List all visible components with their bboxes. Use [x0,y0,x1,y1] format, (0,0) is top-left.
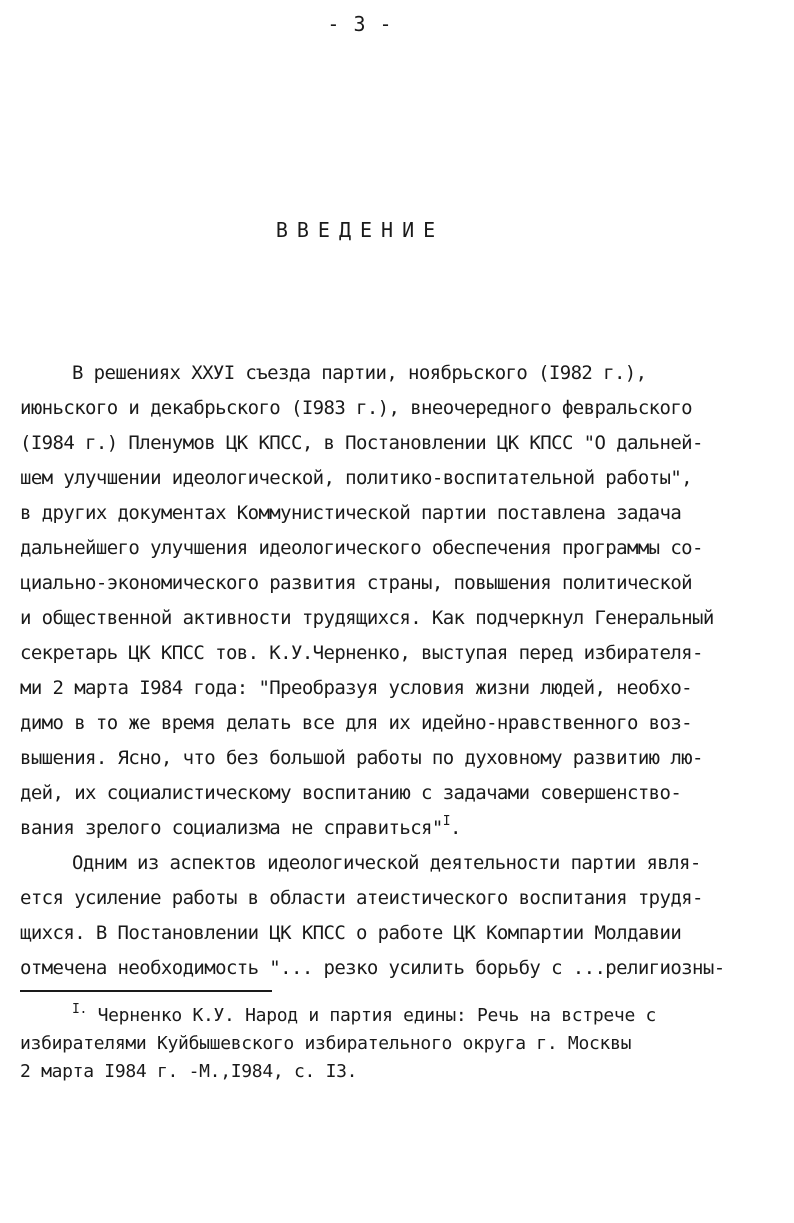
body-line: ми 2 марта I984 года: "Преобразуя условия жизни людей, необхо- [20,677,693,699]
body-line: ется усиление работы в области атеистического воспитания трудя- [20,887,703,909]
body-line: в других документах Коммунистической партии поставлена задача [20,502,682,524]
body-line: секретарь ЦК КПСС тов. К.У.Черненко, выступая перед избирателя- [20,642,703,664]
body-line [20,811,720,846]
body-line: вышения. Ясно, что без большой работы по духовному развитию лю- [20,747,703,769]
body-line-text: вания зрелого социализма не справиться" [20,817,443,839]
footnote-separator [20,990,272,992]
body-text [20,356,725,986]
footnote-line: избирателями Куйбышевского избирательного округа г. Москвы [20,1033,632,1054]
footnote [20,1002,720,1086]
footnote-reference: I [442,814,450,829]
body-line: дальнейшего улучшения идеологического обеспечения программы со- [20,537,703,559]
body-line: и общественной активности трудящихся. Как подчеркнул Генеральный [20,607,714,629]
body-line: (I984 г.) Пленумов ЦК КПСС, в Постановлении ЦК КПСС "О дальней- [20,432,703,454]
body-line: В решениях ХХУI съезда партии, ноябрьского (I982 г.), [72,362,647,384]
body-line: Одним из аспектов идеологической деятельности партии явля- [72,852,701,874]
section-heading: ВВЕДЕНИЕ [275,218,445,242]
footnote-mark: I. [72,1002,88,1017]
body-line: щихся. В Постановлении ЦК КПСС о работе ЦК Компартии Молдавии [20,922,682,944]
body-line: циально-экономического развития страны, повышения политической [20,572,693,594]
footnote-line [20,1002,720,1030]
body-line: дей, их социалистическому воспитанию с задачами совершенство- [20,782,682,804]
page-number: - 3 - [327,12,393,36]
footnote-text: Черненко К.У. Народ и партия едины: Речь на встрече с [97,1005,657,1026]
body-line: июньского и декабрьского (I983 г.), внеочередного февральского [20,397,693,419]
sentence-end: . [449,817,461,839]
footnote-line: 2 марта I984 г. -М.,I984, с. I3. [20,1061,358,1082]
body-line: димо в то же время делать все для их идейно-нравственного воз- [20,712,693,734]
body-line: шем улучшении идеологической, политико-воспитательной работы", [20,467,693,489]
body-line: отмечена необходимость "... резко усилить борьбу с ...религиозны- [20,957,725,979]
